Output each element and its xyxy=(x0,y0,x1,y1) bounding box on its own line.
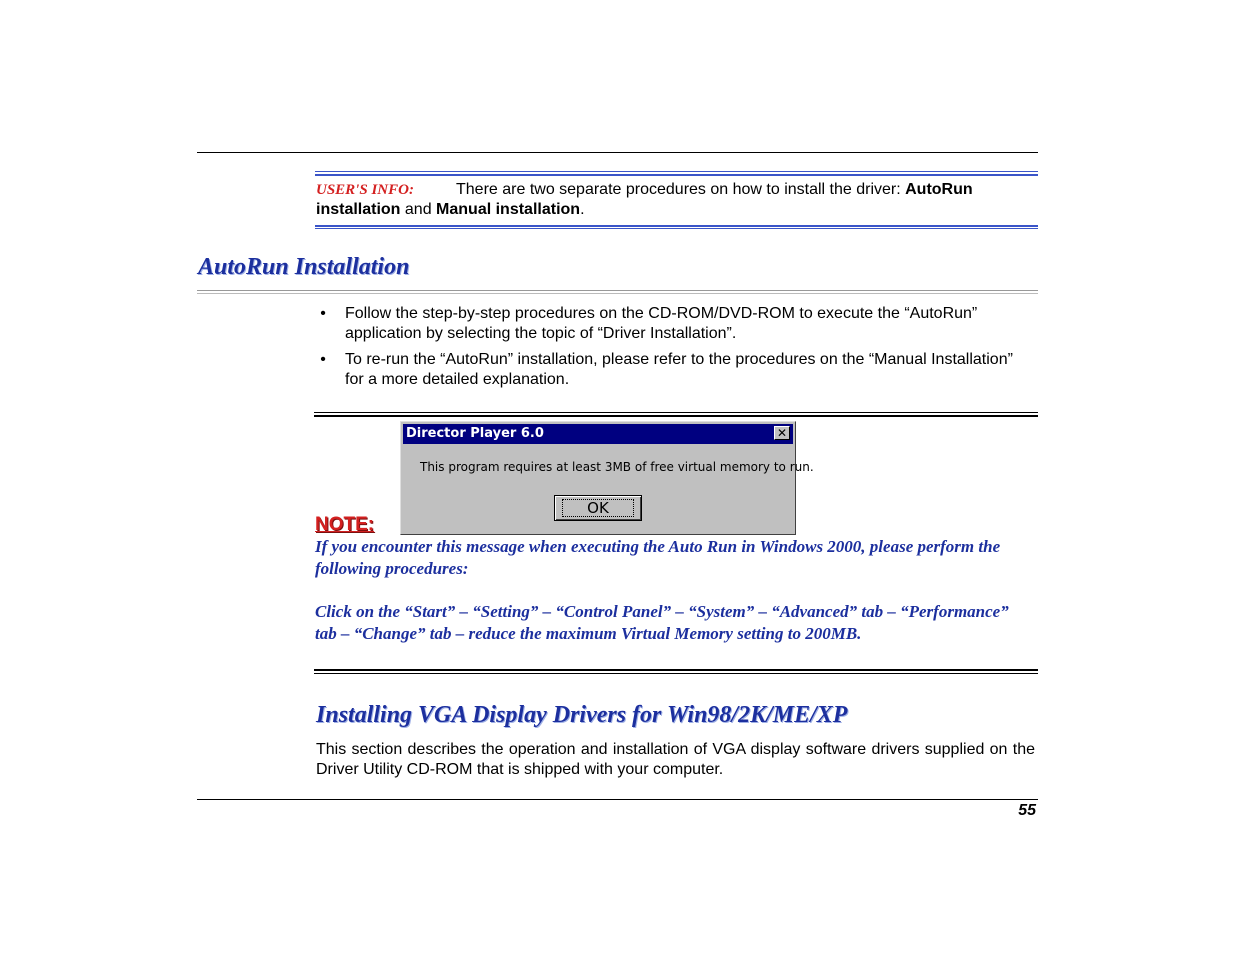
users-info-bold-manual: Manual installation xyxy=(436,201,581,218)
ok-button[interactable] xyxy=(554,495,642,521)
page-number: 55 xyxy=(1018,802,1036,819)
close-icon[interactable]: ✕ xyxy=(774,426,790,440)
ok-button-label: OK xyxy=(562,499,634,517)
bullet-text: Follow the step-by-step procedures on the CD-ROM/DVD-ROM to execute the “AutoRun” application by selecting the topic of “Driver Installation”. xyxy=(345,305,978,342)
vga-paragraph: This section describes the operation and installation of VGA display software drivers supplied on the Driver Utility CD-ROM that is shipped with your computer. xyxy=(316,741,1035,778)
note-box-rule xyxy=(314,412,1038,413)
users-info-box xyxy=(316,180,1016,220)
list-item xyxy=(316,350,1016,390)
bullet-icon: • xyxy=(320,305,326,322)
note-box-rule xyxy=(314,669,1038,671)
note-label: NOTE: xyxy=(315,514,375,535)
autorun-bullet-list xyxy=(316,304,1016,396)
users-info-text: There are two separate procedures on how to install the driver: xyxy=(456,181,906,198)
vga-heading: Installing VGA Display Drivers for Win98/2K/ME/XP xyxy=(316,702,848,728)
director-player-dialog xyxy=(400,421,814,535)
info-box-rule xyxy=(315,174,1038,176)
info-box-rule xyxy=(315,171,1038,172)
footer-rule xyxy=(197,799,1038,800)
header-rule xyxy=(197,152,1038,153)
note-paragraph-1: If you encounter this message when executing the Auto Run in Windows 2000, please perform the following procedures: xyxy=(315,537,1001,578)
heading-rule xyxy=(197,293,1038,294)
users-info-text-end: . xyxy=(580,201,585,218)
bullet-icon: • xyxy=(320,351,326,368)
dialog-title: Director Player 6.0 xyxy=(406,426,544,441)
dialog-message: This program requires at least 3MB of free virtual memory to run. xyxy=(420,460,814,474)
dialog-titlebar xyxy=(403,424,793,444)
list-item xyxy=(316,304,1016,344)
info-box-rule xyxy=(315,225,1038,227)
note-paragraph-2: Click on the “Start” – “Setting” – “Control Panel” – “System” – “Advanced” tab – “Performance” tab – “Change” tab – reduce the maximum Virtual Memory setting to 200MB. xyxy=(315,602,1009,643)
heading-rule xyxy=(197,290,1038,291)
users-info-text-mid: and xyxy=(400,201,437,218)
users-info-bold-autorun: AutoRun installation xyxy=(316,181,973,218)
note-body xyxy=(315,536,1025,645)
autorun-heading: AutoRun Installation xyxy=(198,254,410,280)
note-box-rule xyxy=(314,415,1038,417)
users-info-label: USER'S INFO: xyxy=(316,182,414,198)
note-box-rule xyxy=(314,673,1038,674)
bullet-text: To re-run the “AutoRun” installation, please refer to the procedures on the “Manual Installation” for a more detailed explanation. xyxy=(345,351,1013,388)
info-box-rule xyxy=(315,228,1038,229)
